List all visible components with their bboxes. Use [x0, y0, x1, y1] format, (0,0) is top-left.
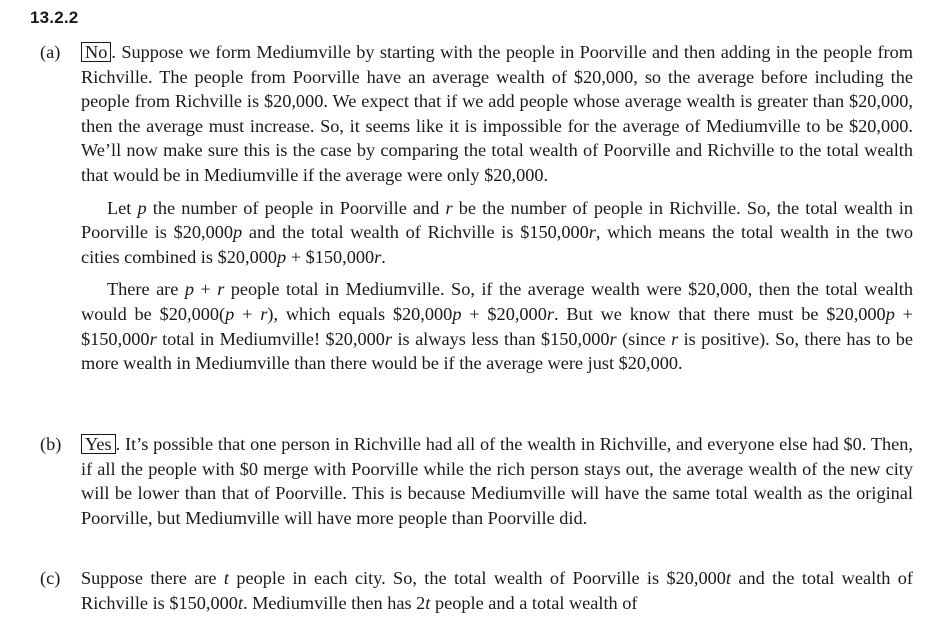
section-number: 13.2.2	[30, 8, 79, 27]
part-a-paragraph-2	[81, 196, 913, 270]
part-b-body	[81, 432, 913, 530]
part-a	[40, 40, 920, 376]
variable-r: r	[149, 328, 157, 349]
text-run: .	[381, 246, 386, 267]
variable-p: p	[452, 303, 462, 324]
text-run: people total in Mediumville. So, if the average wealth were $20,000, then the total wealth would be $20,000(	[81, 279, 913, 324]
variable-t: t	[725, 568, 731, 588]
text-run: +	[234, 303, 261, 324]
variable-p: p	[233, 222, 243, 243]
text-run: and the total wealth of Richville is $150,000	[81, 568, 913, 613]
part-c	[40, 566, 920, 615]
part-b-answer-box: Yes	[81, 434, 116, 454]
text-run: total in Mediumville! $20,000	[156, 328, 385, 349]
part-c-body	[81, 566, 913, 615]
text-run: be the number of people in Richville. So, the total wealth in Poorville is $20,000	[81, 197, 914, 243]
variable-r: r	[384, 328, 393, 349]
text-run: ), which equals $20,000	[267, 303, 453, 324]
variable-p: p	[277, 246, 287, 267]
variable-r: r	[546, 303, 554, 324]
part-a-paragraph-1	[81, 40, 913, 188]
variable-p: p	[885, 303, 895, 324]
variable-r: r	[217, 279, 225, 300]
text-run: Suppose there are	[81, 568, 224, 588]
text-run: and the total wealth of Richville is $150,000	[242, 222, 589, 243]
part-b	[40, 432, 920, 530]
part-a-body	[81, 40, 913, 376]
variable-r: r	[588, 222, 596, 243]
text-run: is positive). So, there has to be more wealth in Mediumville than there would be if the average were just $20,000.	[81, 328, 914, 374]
text-run: + $20,000	[461, 303, 547, 324]
text-run: + $150,000	[81, 303, 913, 349]
part-b-label: (b)	[40, 434, 62, 454]
variable-p: p	[184, 279, 194, 300]
text-run: + $150,000	[286, 246, 375, 267]
variable-r: r	[374, 246, 382, 267]
variable-t: t	[237, 592, 244, 613]
part-b-text-1: . It’s possible that one person in Richville had all of the wealth in Richville, and everyone else had $0. Then, if all the people with $0 merge with Poorville while the rich person stays out, the average wealth of the new city will be lower than that of Poorville. This is because Mediumville will have the same total wealth as the original Poorville, but Mediumville will have more people than Poorville did.	[81, 434, 913, 528]
text-run: (since	[616, 328, 672, 349]
text-run: is always less than $150,000	[392, 328, 610, 349]
variable-r: r	[445, 197, 453, 218]
text-run: people in each city. So, the total wealth of Poorville is $20,000	[229, 568, 726, 588]
variable-r: r	[671, 328, 679, 349]
variable-t: t	[425, 592, 431, 613]
text-run: people and a total wealth of	[430, 592, 638, 613]
part-b-paragraph-1	[81, 432, 913, 530]
part-c-label: (c)	[40, 568, 61, 588]
part-a-label: (a)	[40, 42, 61, 62]
text-run: , which means the total wealth in the two cities combined is $20,000	[81, 222, 913, 267]
text-run: Let	[107, 197, 138, 218]
text-run: There are	[107, 279, 185, 300]
variable-r: r	[609, 328, 617, 349]
variable-p: p	[225, 303, 235, 324]
text-run: . But we know that there must be $20,000	[553, 303, 886, 324]
variable-t: t	[223, 568, 229, 588]
part-a-answer-box: No	[81, 42, 111, 62]
text-run: the number of people in Poorville and	[146, 197, 446, 218]
variable-p: p	[137, 197, 147, 218]
part-a-paragraph-3	[81, 277, 913, 375]
text-run: +	[193, 279, 218, 300]
variable-r: r	[260, 303, 268, 324]
part-c-paragraph-1	[81, 566, 913, 615]
text-run: . Mediumville then has 2	[243, 592, 426, 613]
part-a-text-1: . Suppose we form Mediumville by starting with the people in Poorville and then adding in the people from Richville. The people from Poorville have an average wealth of $20,000, so the average before including the people from Richville is $20,000. We expect that if we add people whose average wealth is greater than $20,000, then the average must increase. So, it seems like it is impossible for the average of Mediumville to be $20,000. We’ll now make sure this is the case by comparing the total wealth of Poorville and Richville to the total wealth that would be in Mediumville if the average were only $20,000.	[81, 42, 913, 185]
